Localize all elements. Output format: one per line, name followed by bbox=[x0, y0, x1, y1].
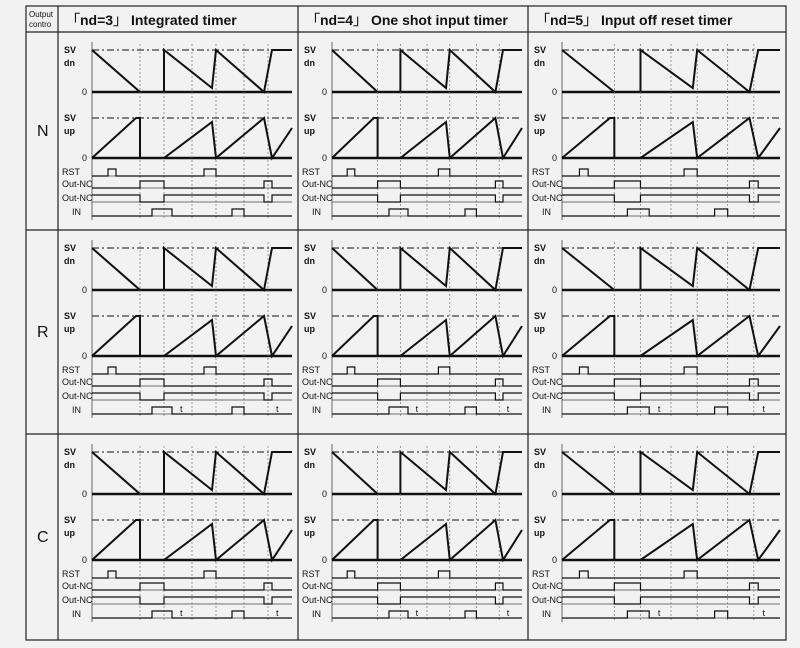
time-marker-t: t bbox=[415, 404, 419, 414]
row-label-c: C bbox=[37, 529, 49, 546]
label-out-no: Out-NO bbox=[532, 179, 564, 189]
label-zero: 0 bbox=[552, 489, 558, 499]
label-out-nc: Out-NC bbox=[532, 193, 563, 203]
time-marker-t: t bbox=[276, 404, 279, 414]
label-out-nc: Out-NC bbox=[532, 595, 563, 605]
cell-r2-c1 bbox=[62, 240, 292, 418]
label-sv: SV bbox=[534, 311, 547, 321]
row-label-n: N bbox=[37, 123, 49, 140]
label-zero: 0 bbox=[82, 555, 88, 565]
label-rst: RST bbox=[532, 167, 550, 177]
corner-label-line-1: Output bbox=[29, 10, 54, 19]
label-out-no: Out-NO bbox=[532, 377, 564, 387]
label-out-nc: Out-NC bbox=[62, 391, 93, 401]
label-out-no: Out-NO bbox=[302, 377, 334, 387]
cell-r1-c3 bbox=[532, 42, 780, 220]
label-sv: SV bbox=[64, 243, 77, 253]
label-up: up bbox=[534, 126, 545, 136]
label-rst: RST bbox=[532, 365, 550, 375]
label-out-nc: Out-NC bbox=[302, 193, 333, 203]
label-zero: 0 bbox=[552, 87, 558, 97]
label-out-no: Out-NO bbox=[302, 581, 334, 591]
label-up: up bbox=[304, 528, 315, 538]
label-up: up bbox=[304, 126, 315, 136]
label-dn: dn bbox=[64, 58, 75, 68]
label-rst: RST bbox=[532, 569, 550, 579]
label-rst: RST bbox=[62, 569, 80, 579]
label-sv: SV bbox=[64, 113, 77, 123]
label-in: IN bbox=[312, 609, 321, 619]
label-in: IN bbox=[542, 405, 551, 415]
time-marker-t: t bbox=[762, 608, 766, 618]
time-marker-t: t bbox=[276, 608, 279, 618]
label-sv: SV bbox=[534, 113, 547, 123]
corner-label-line-2: contro bbox=[29, 20, 52, 29]
label-rst: RST bbox=[302, 167, 320, 177]
cell-r1-c2 bbox=[302, 42, 522, 220]
time-marker-t: t bbox=[657, 608, 661, 618]
label-zero: 0 bbox=[82, 153, 88, 163]
label-sv: SV bbox=[64, 515, 77, 525]
cell-r2-c2 bbox=[302, 240, 522, 418]
label-in: IN bbox=[72, 207, 81, 217]
label-dn: dn bbox=[64, 256, 75, 266]
label-sv: SV bbox=[64, 311, 77, 321]
label-in: IN bbox=[312, 207, 321, 217]
label-out-nc: Out-NC bbox=[532, 391, 563, 401]
label-dn: dn bbox=[64, 460, 75, 470]
label-zero: 0 bbox=[322, 285, 328, 295]
diagram-cells bbox=[62, 42, 780, 622]
label-zero: 0 bbox=[82, 489, 88, 499]
label-sv: SV bbox=[534, 447, 547, 457]
column-header-1: 「nd=3」 Integrated timer bbox=[66, 12, 237, 28]
label-zero: 0 bbox=[322, 351, 328, 361]
label-in: IN bbox=[542, 207, 551, 217]
label-in: IN bbox=[72, 609, 81, 619]
label-out-nc: Out-NC bbox=[302, 391, 333, 401]
label-out-no: Out-NO bbox=[532, 581, 564, 591]
label-sv: SV bbox=[64, 447, 77, 457]
label-zero: 0 bbox=[82, 351, 88, 361]
label-dn: dn bbox=[534, 256, 545, 266]
label-zero: 0 bbox=[552, 285, 558, 295]
cell-r3-c1 bbox=[62, 444, 292, 622]
column-header-3: 「nd=5」 Input off reset timer bbox=[536, 12, 733, 28]
label-dn: dn bbox=[304, 256, 315, 266]
label-dn: dn bbox=[534, 58, 545, 68]
label-out-nc: Out-NC bbox=[302, 595, 333, 605]
label-up: up bbox=[64, 126, 75, 136]
label-sv: SV bbox=[304, 311, 317, 321]
label-zero: 0 bbox=[322, 87, 328, 97]
label-up: up bbox=[304, 324, 315, 334]
column-headers bbox=[29, 10, 733, 546]
label-out-no: Out-NO bbox=[62, 377, 94, 387]
label-up: up bbox=[64, 528, 75, 538]
label-in: IN bbox=[312, 405, 321, 415]
label-up: up bbox=[534, 324, 545, 334]
label-in: IN bbox=[542, 609, 551, 619]
label-out-no: Out-NO bbox=[62, 581, 94, 591]
label-sv: SV bbox=[304, 45, 317, 55]
label-out-no: Out-NO bbox=[302, 179, 334, 189]
label-sv: SV bbox=[534, 515, 547, 525]
label-out-nc: Out-NC bbox=[62, 595, 93, 605]
label-rst: RST bbox=[62, 167, 80, 177]
label-zero: 0 bbox=[82, 87, 88, 97]
label-in: IN bbox=[72, 405, 81, 415]
cell-r1-c1 bbox=[62, 42, 292, 220]
label-up: up bbox=[534, 528, 545, 538]
label-dn: dn bbox=[304, 58, 315, 68]
label-sv: SV bbox=[64, 45, 77, 55]
cell-r2-c3 bbox=[532, 240, 780, 418]
label-zero: 0 bbox=[322, 555, 328, 565]
row-label-r: R bbox=[37, 324, 49, 341]
label-out-no: Out-NO bbox=[62, 179, 94, 189]
label-rst: RST bbox=[62, 365, 80, 375]
label-dn: dn bbox=[304, 460, 315, 470]
time-marker-t: t bbox=[657, 404, 661, 414]
label-dn: dn bbox=[534, 460, 545, 470]
time-marker-t: t bbox=[180, 404, 183, 414]
time-marker-t: t bbox=[415, 608, 419, 618]
label-zero: 0 bbox=[552, 555, 558, 565]
label-zero: 0 bbox=[322, 489, 328, 499]
label-zero: 0 bbox=[82, 285, 88, 295]
label-rst: RST bbox=[302, 365, 320, 375]
label-out-nc: Out-NC bbox=[62, 193, 93, 203]
label-zero: 0 bbox=[322, 153, 328, 163]
time-marker-t: t bbox=[506, 404, 510, 414]
time-marker-t: t bbox=[180, 608, 183, 618]
column-header-2: 「nd=4」 One shot input timer bbox=[306, 12, 508, 28]
label-rst: RST bbox=[302, 569, 320, 579]
label-sv: SV bbox=[534, 243, 547, 253]
label-zero: 0 bbox=[552, 153, 558, 163]
time-marker-t: t bbox=[506, 608, 510, 618]
label-zero: 0 bbox=[552, 351, 558, 361]
label-sv: SV bbox=[304, 113, 317, 123]
label-sv: SV bbox=[304, 447, 317, 457]
time-marker-t: t bbox=[762, 404, 766, 414]
cell-r3-c3 bbox=[532, 444, 780, 622]
label-sv: SV bbox=[534, 45, 547, 55]
label-sv: SV bbox=[304, 243, 317, 253]
cell-r3-c2 bbox=[302, 444, 522, 622]
label-sv: SV bbox=[304, 515, 317, 525]
label-up: up bbox=[64, 324, 75, 334]
